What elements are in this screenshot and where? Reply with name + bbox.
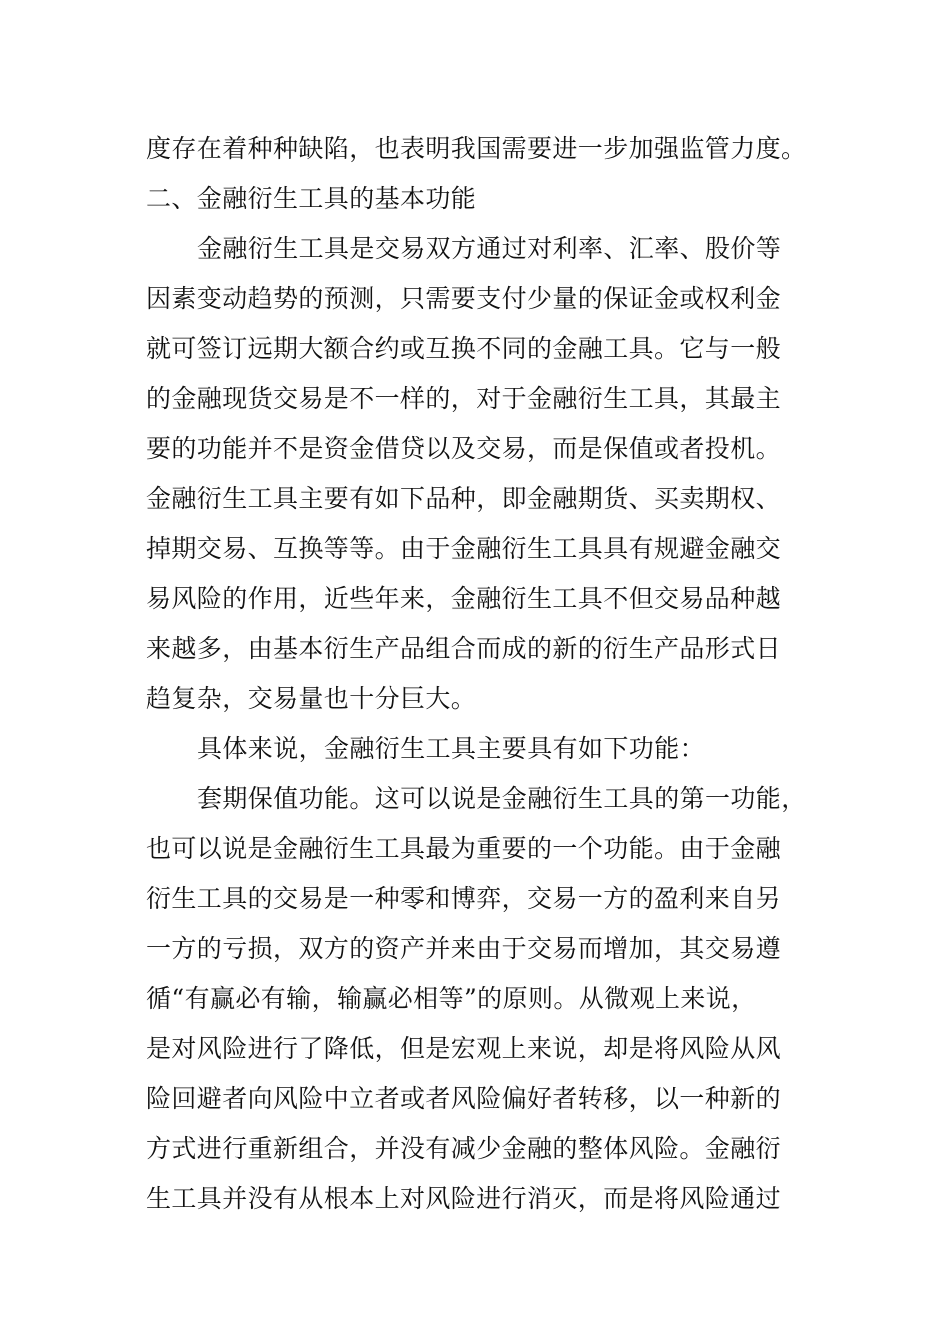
text-line: 是对风险进行了降低，但是宏观上来说，却是将风险从风 <box>146 1034 782 1063</box>
text-line: 险回避者向风险中立者或者风险偏好者转移，以一种新的 <box>146 1084 782 1113</box>
text-line: 的金融现货交易是不一样的，对于金融衍生工具，其最主 <box>146 384 782 413</box>
text-line: 掉期交易、互换等等。由于金融衍生工具具有规避金融交 <box>146 534 782 563</box>
text-line: 方式进行重新组合，并没有减少金融的整体风险。金融衍 <box>146 1134 782 1163</box>
text-line: 要的功能并不是资金借贷以及交易，而是保值或者投机。 <box>146 434 782 463</box>
section-heading: 二、金融衍生工具的基本功能 <box>146 184 477 213</box>
text-line: 因素变动趋势的预测，只需要支付少量的保证金或权利金 <box>146 284 782 313</box>
text-line: 也可以说是金融衍生工具最为重要的一个功能。由于金融 <box>146 834 782 863</box>
text-line: 易风险的作用，近些年来，金融衍生工具不但交易品种越 <box>146 584 782 613</box>
text-line: 生工具并没有从根本上对风险进行消灭，而是将风险通过 <box>146 1184 782 1213</box>
text-line: 度存在着种种缺陷，也表明我国需要进一步加强监管力度。 <box>146 134 807 163</box>
text-line: 一方的亏损，双方的资产并来由于交易而增加，其交易遵 <box>146 934 782 963</box>
paragraph-start-line: 具体来说，金融衍生工具主要具有如下功能： <box>197 734 706 763</box>
text-line: 来越多，由基本衍生产品组合而成的新的衍生产品形式日 <box>146 634 782 663</box>
text-line: 趋复杂，交易量也十分巨大。 <box>146 684 477 713</box>
text-line: 就可签订远期大额合约或互换不同的金融工具。它与一般 <box>146 334 782 363</box>
paragraph-start-line: 套期保值功能。这可以说是金融衍生工具的第一功能， <box>197 784 807 813</box>
text-line: 循“有赢必有输，输赢必相等”的原则。从微观上来说， <box>146 984 757 1013</box>
paragraph-start-line: 金融衍生工具是交易双方通过对利率、汇率、股价等 <box>197 234 782 263</box>
text-line: 金融衍生工具主要有如下品种，即金融期货、买卖期权、 <box>146 484 782 513</box>
text-line: 衍生工具的交易是一种零和博弈，交易一方的盈利来自另 <box>146 884 782 913</box>
